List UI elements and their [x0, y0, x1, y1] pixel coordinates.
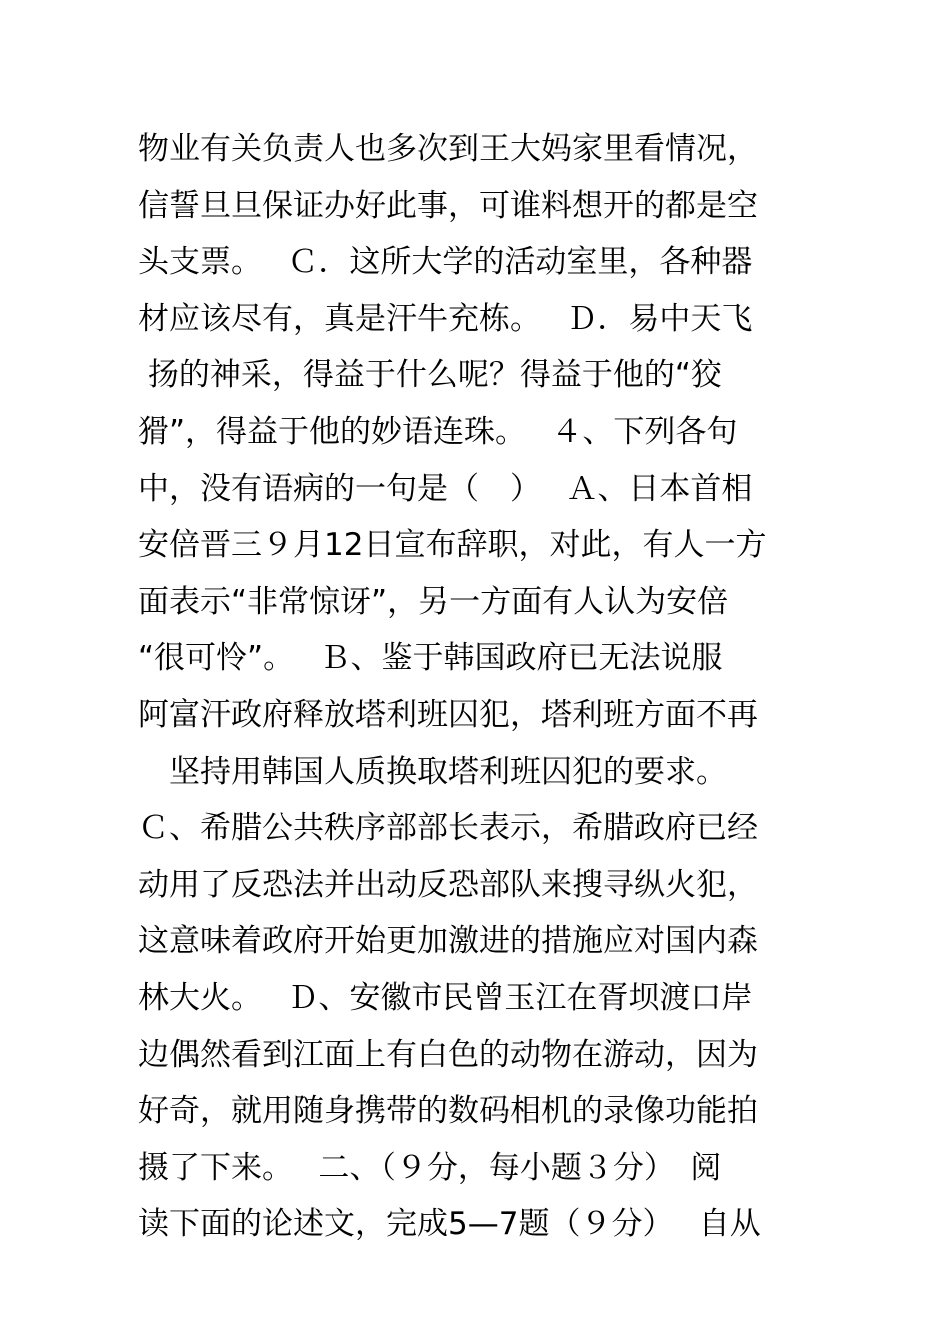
text-line: 坚持用韩国人质换取塔利班囚犯的要求。 [138, 753, 727, 790]
text-line: 动用了反恐法并出动反恐部队来搜寻纵火犯， [138, 866, 758, 903]
text-line: 摄了下来。 二、（９分，每小题３分） 阅 [138, 1149, 722, 1186]
text-line: 头支票。 Ｃ．这所大学的活动室里，各种器 [138, 244, 753, 281]
text-line: “很可怜”。 Ｂ、鉴于韩国政府已无法说服 [138, 640, 723, 677]
text-line: 信誓旦旦保证办好此事，可谁料想开的都是空 [138, 187, 758, 224]
text-line: 中，没有语病的一句是（ ） Ａ、日本首相 [138, 470, 753, 507]
text-line: 好奇，就用随身携带的数码相机的录像功能拍 [138, 1093, 758, 1130]
text-line: 读下面的论述文，完成5—7题（９分） 自从 [138, 1206, 761, 1243]
text-line: 材应该尽有，真是汗牛充栋。 Ｄ．易中天飞 [138, 300, 753, 337]
text-line: 安倍晋三９月12日宣布辞职，对此，有人一方 [138, 527, 767, 564]
text-line: 阿富汗政府释放塔利班囚犯，塔利班方面不再 [138, 696, 758, 733]
document-body [138, 121, 818, 1253]
text-line: 猾”，得益于他的妙语连珠。 ４、下列各句 [138, 413, 738, 450]
text-line: Ｃ、希腊公共秩序部部长表示，希腊政府已经 [138, 810, 758, 847]
text-line: 林大火。 Ｄ、安徽市民曾玉江在胥坝渡口岸 [138, 979, 753, 1016]
text-line: 扬的神采，得益于什么呢？得益于他的“狡 [138, 357, 722, 394]
text-line: 这意味着政府开始更加激进的措施应对国内森 [138, 923, 758, 960]
text-line: 物业有关负责人也多次到王大妈家里看情况， [138, 131, 758, 167]
text-line: 面表示“非常惊讶”，另一方面有人认为安倍 [138, 583, 729, 620]
text-line: 边偶然看到江面上有白色的动物在游动，因为 [138, 1036, 758, 1073]
